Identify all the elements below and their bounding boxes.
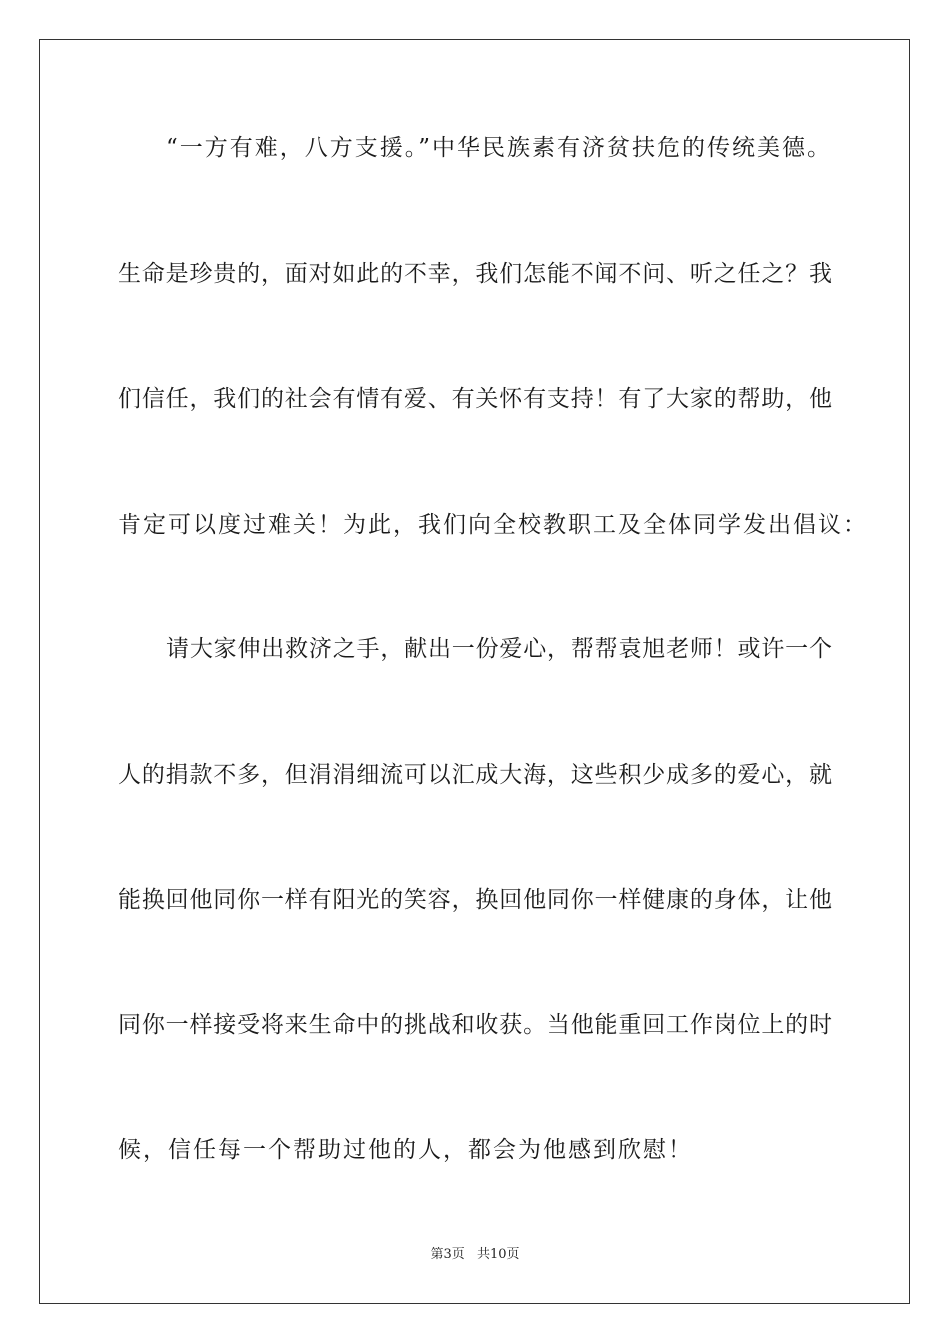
paragraph-1-line-4: 肯定可以度过难关！为此，我们向全校教职工及全体同学发出倡议： bbox=[118, 512, 868, 538]
paragraph-1-line-3: 们信任，我们的社会有情有爱、有关怀有支持！有了大家的帮助，他 bbox=[118, 386, 832, 412]
paragraph-2-line-3: 能换回他同你一样有阳光的笑容，换回他同你一样健康的身体，让他 bbox=[118, 887, 832, 913]
page-number-current: 第3页 bbox=[430, 1247, 465, 1262]
paragraph-1-line-2: 生命是珍贵的，面对如此的不幸，我们怎能不闻不问、听之任之？我 bbox=[118, 261, 832, 287]
paragraph-2-line-5: 候，信任每一个帮助过他的人，都会为他感到欣慰！ bbox=[118, 1137, 693, 1163]
page-footer bbox=[0, 1246, 950, 1264]
paragraph-2-line-2: 人的捐款不多，但涓涓细流可以汇成大海，这些积少成多的爱心，就 bbox=[118, 762, 832, 788]
page-number-total: 共10页 bbox=[476, 1247, 520, 1262]
page-border bbox=[39, 39, 910, 1304]
paragraph-1-line-1: “一方有难，八方支援。”中华民族素有济贫扶危的传统美德。 bbox=[166, 135, 833, 161]
paragraph-2-line-4: 同你一样接受将来生命中的挑战和收获。当他能重回工作岗位上的时 bbox=[118, 1012, 832, 1038]
paragraph-2-line-1: 请大家伸出救济之手，献出一份爱心，帮帮袁旭老师！或许一个 bbox=[166, 636, 832, 662]
